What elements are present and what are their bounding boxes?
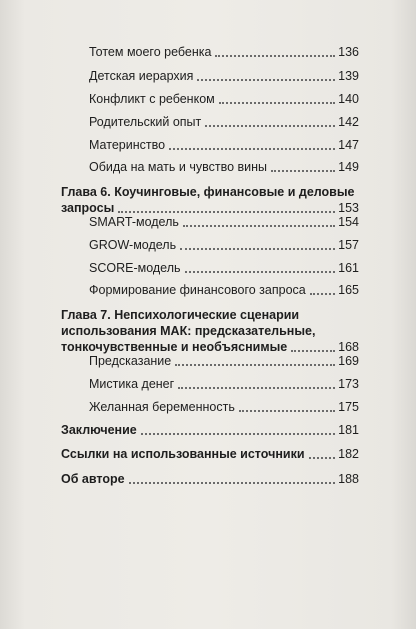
toc-references — [61, 447, 359, 462]
dot-leader — [205, 125, 335, 127]
toc-entry — [89, 160, 359, 175]
toc-entry-label: Желанная беременность — [89, 400, 235, 414]
toc-entry-label: Тотем моего ребенка — [89, 45, 212, 59]
toc-entry-page: 136 — [338, 45, 359, 59]
chapter-title-line: запросы — [61, 201, 115, 215]
toc-entry-page: 173 — [338, 377, 359, 391]
toc-entry-page: 169 — [338, 354, 359, 368]
toc-entry-page: 165 — [338, 283, 359, 297]
dot-leader — [185, 271, 336, 273]
dot-leader — [175, 364, 335, 366]
toc-entry-page: 139 — [338, 69, 359, 83]
toc-entry — [89, 354, 359, 369]
toc-entry-page: 175 — [338, 400, 359, 414]
toc-entry-label: Заключение — [61, 423, 137, 437]
toc-entry-page: 188 — [338, 472, 359, 486]
toc-conclusion — [61, 423, 359, 438]
toc-about-author — [61, 472, 359, 487]
toc-entry-label: Конфликт с ребенком — [89, 92, 215, 106]
chapter-title-line: использования МАК: предсказательные, — [61, 324, 316, 338]
toc-entry-page: 140 — [338, 92, 359, 106]
toc-entry — [89, 400, 359, 415]
toc-entry — [89, 261, 359, 276]
dot-leader — [291, 350, 335, 352]
toc-entry-label: GROW-модель — [89, 238, 177, 252]
dot-leader — [215, 55, 335, 57]
dot-leader — [118, 211, 335, 213]
toc-entry-label: SMART-модель — [89, 215, 179, 229]
toc-chapter-7 — [61, 307, 359, 355]
toc-entry-label: Обида на мать и чувство вины — [89, 160, 268, 174]
toc-entry-page: 157 — [338, 238, 359, 252]
dot-leader — [271, 170, 335, 172]
toc-entry-page: 147 — [338, 138, 359, 152]
toc-entry-page: 149 — [338, 160, 359, 174]
toc-entry — [89, 377, 359, 392]
chapter-title-line: Глава 6. Коучинговые, финансовые и деловые — [61, 185, 355, 199]
chapter-title-last-line — [61, 339, 359, 355]
toc-entry-label: Предсказание — [89, 354, 172, 368]
dot-leader — [219, 102, 335, 104]
toc-entry — [89, 283, 359, 298]
toc-chapter-6 — [61, 184, 359, 216]
toc-entry — [89, 238, 359, 253]
dot-leader — [129, 482, 336, 484]
dot-leader — [141, 433, 335, 435]
dot-leader — [309, 457, 336, 459]
dot-leader — [178, 387, 335, 389]
toc-entry-page: 154 — [338, 215, 359, 229]
dot-leader — [239, 410, 335, 412]
dot-leader — [197, 79, 335, 81]
dot-leader — [180, 248, 335, 250]
chapter-title-line: тонкочувственные и необъяснимые — [61, 340, 288, 354]
toc-entry-label: SCORE-модель — [89, 261, 181, 275]
toc-entry-page: 181 — [338, 423, 359, 437]
toc-entry-page: 153 — [338, 201, 359, 215]
toc-entry-label: Формирование финансового запроса — [89, 283, 306, 297]
toc-entry — [89, 92, 359, 107]
toc-entry-page: 182 — [338, 447, 359, 461]
toc-entry — [89, 69, 359, 84]
chapter-title-line: Глава 7. Непсихологические сценарии — [61, 308, 300, 322]
toc-entry — [89, 115, 359, 130]
toc-entry-page: 168 — [338, 340, 359, 354]
dot-leader — [169, 148, 335, 150]
toc-entry-label: Детская иерархия — [89, 69, 194, 83]
toc-entry-page: 161 — [338, 261, 359, 275]
toc-entry-page: 142 — [338, 115, 359, 129]
toc-entry-label: Ссылки на использованные источники — [61, 447, 305, 461]
toc-entry — [89, 45, 359, 60]
toc-entry-label: Мистика денег — [89, 377, 175, 391]
toc-entry-label: Материнство — [89, 138, 166, 152]
dot-leader — [310, 293, 335, 295]
toc-entry-label: Об авторе — [61, 472, 125, 486]
toc-entry — [89, 215, 359, 230]
toc-entry-label: Родительский опыт — [89, 115, 202, 129]
chapter-title-last-line — [61, 200, 359, 216]
dot-leader — [183, 225, 335, 227]
toc-entry — [89, 138, 359, 153]
